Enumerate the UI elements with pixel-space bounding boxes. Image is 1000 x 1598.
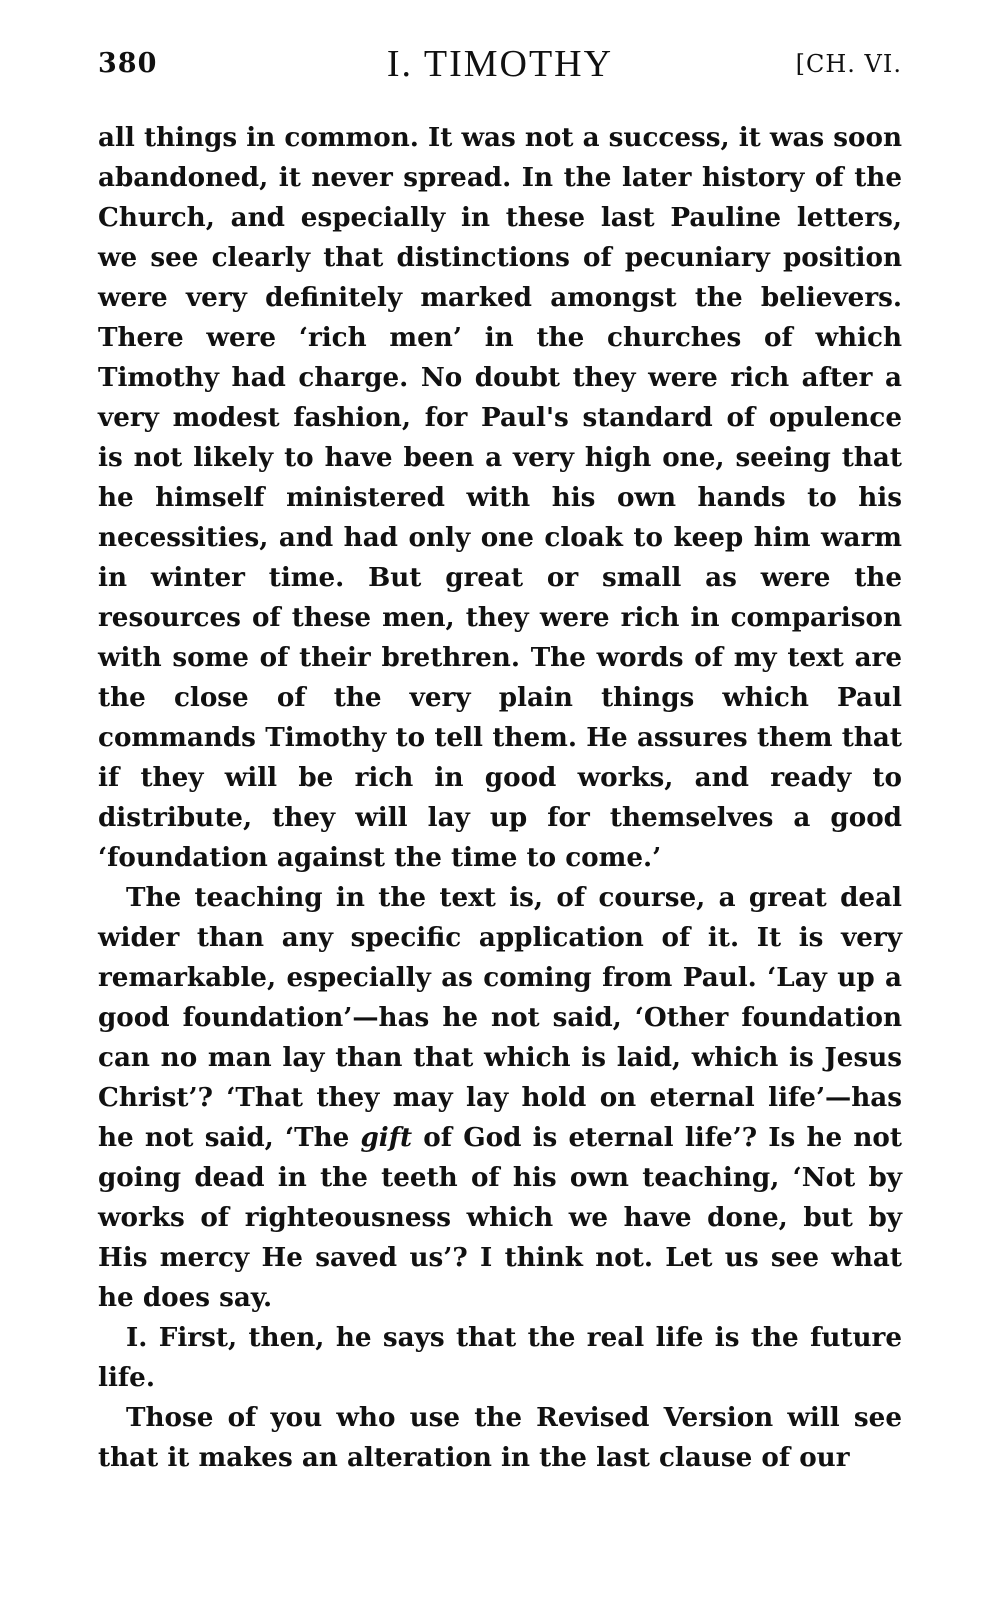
chapter-reference: [CH. VI. [795,50,902,78]
book-page [98,40,902,1478]
paragraph-point-one: I. First, then, he says that the real life is the future life. [98,1322,902,1393]
running-head [98,40,902,100]
paragraph-text: of God is eternal life’? Is he not going dead in the teeth of his own teaching, ‘Not by works of righteousness which we have done, but by His mercy He saved us’? I think not. Let us see what he does say. [98,1122,902,1313]
paragraph-text: The teaching in the text is, of course, a great deal wider than any specific application of it. It is very remarkable, especially as coming from Paul. ‘Lay up a good foundation’—has he not said, ‘Other foundation can no man lay than that which is laid, which is Jesus Christ’? ‘That they may lay hold on eternal life’—has he not said, ‘The [98,882,902,1153]
body-text [98,118,902,1478]
italic-word: gift [360,1122,413,1153]
book-title: I. TIMOTHY [386,43,614,85]
paragraph-teaching [98,878,902,1318]
page-number: 380 [98,48,158,79]
paragraph-revised-version: Those of you who use the Revised Version will see that it makes an alteration in the last clause of our [98,1402,902,1473]
paragraph-continuation: all things in common. It was not a success, it was soon abandoned, it never spread. In the later history of the Church, and especially in these last Pauline letters, we see clearly that distinctions of pecuniary position were very definitely marked amongst the believers. There were ‘rich men’ in the churches of which Timothy had charge. No doubt they were rich after a very modest fashion, for Paul's standard of opulence is not likely to have been a very high one, seeing that he himself ministered with his own hands to his necessities, and had only one cloak to keep him warm in winter time. But great or small as were the resources of these men, they were rich in comparison with some of their brethren. The words of my text are the close of the very plain things which Paul commands Timothy to tell them. He assures them that if they will be rich in good works, and ready to distribute, they will lay up for themselves a good ‘foundation against the time to come.’ [98,122,902,873]
